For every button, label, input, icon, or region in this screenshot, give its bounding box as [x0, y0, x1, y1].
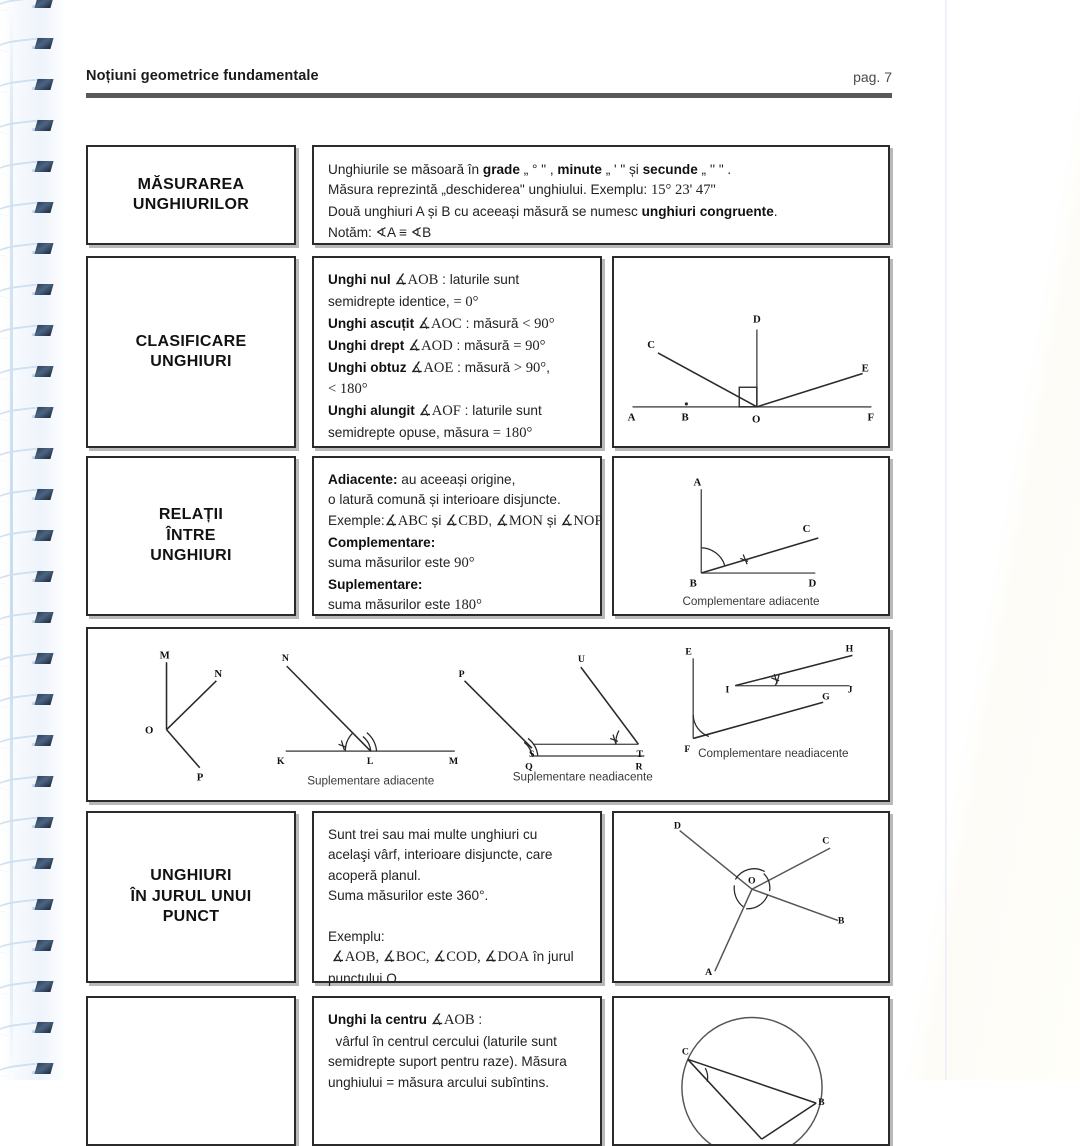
binding-coil — [0, 119, 58, 133]
diagram-caption: Complementare adiacente — [682, 595, 820, 609]
diagram-complementare-adiacente — [612, 456, 890, 616]
binding-coil — [0, 406, 58, 420]
label-F: F — [867, 411, 875, 424]
spiral-binding — [0, 0, 66, 1080]
text-line: Suma măsurilor este 360°. — [328, 888, 489, 904]
label-O: O — [751, 413, 761, 426]
section-label-text: CLASIFICARE UNGHIURI — [135, 332, 247, 370]
text-line: semidrepte identice, = 0° — [328, 293, 479, 310]
binding-coil — [0, 857, 58, 871]
diagram-band — [86, 627, 890, 802]
text-line: unghiului = măsura arcului subîntins. — [328, 1074, 550, 1090]
label-D: D — [808, 577, 817, 590]
text-line: suma măsurilor este 90° — [328, 555, 475, 572]
text-line: semidrepte suport pentru raze). Măsura — [328, 1054, 567, 1070]
binding-coil — [0, 1062, 58, 1076]
binding-coil — [0, 37, 58, 51]
text-line: Unghi drept ∡AOD : măsură = 90° — [328, 337, 546, 354]
text-line: < 180° — [328, 381, 368, 398]
text-line: Unghi la centru ∡AOB : — [328, 1012, 483, 1028]
label-C: C — [802, 523, 811, 536]
label-D: D — [673, 820, 681, 832]
label-R: R — [635, 761, 643, 773]
text-line — [328, 907, 586, 927]
binding-coil — [0, 898, 58, 912]
label-A: A — [627, 411, 636, 424]
binding-coil — [0, 447, 58, 461]
text-line: Unghiurile se măsoară în grade „ ° " , minute „ ' " și secunde „ '' " . — [328, 162, 732, 177]
text-line: punctului O — [328, 971, 397, 987]
label-D: D — [752, 313, 761, 326]
label-O: O — [145, 724, 154, 737]
binding-coil — [0, 734, 58, 748]
section-label-masurarea — [86, 145, 296, 245]
label-A: A — [705, 967, 713, 979]
text-lines-relatii — [328, 470, 603, 617]
text-line: Notăm: ∢A ≡ ∢B — [328, 224, 432, 240]
text-line: Două unghiuri A și B cu aceeași măsură se numesc unghiuri congruente. — [328, 204, 778, 220]
binding-coil — [0, 160, 58, 174]
text-line: vârful în centrul cercului (laturile sunt — [328, 1033, 557, 1049]
section-label-relatii — [86, 456, 296, 616]
text-line: ∡AOB, ∡BOC, ∡COD, ∡DOA în jurul — [328, 949, 574, 966]
text-lines-unghiuri-punct — [328, 825, 586, 990]
binding-coil — [0, 652, 58, 666]
label-O: O — [748, 875, 756, 887]
label-C: C — [822, 835, 830, 847]
section-label-text: RELAȚII ÎNTRE UNGHIURI — [150, 506, 232, 565]
label-N: N — [214, 667, 223, 680]
text-line: Exemplu: — [328, 928, 385, 944]
label-U: U — [577, 654, 585, 666]
section-text-clasificare — [312, 256, 602, 448]
page-number-label: pag. 7 — [853, 69, 892, 85]
label-B: B — [681, 411, 689, 424]
text-line: Unghi nul ∡AOB : laturile sunt — [328, 272, 520, 288]
text-line: Unghi ascuțit ∡AOC : măsură < 90° — [328, 315, 555, 332]
label-B: B — [837, 915, 845, 927]
section-text-relatii — [312, 456, 602, 616]
page-title: Noțiuni geometrice fundamentale — [86, 68, 319, 84]
text-line: Adiacente: au aceeași origine, — [328, 472, 516, 487]
label-H: H — [845, 643, 854, 655]
diagram-unghi-centru — [612, 996, 890, 1146]
label-P: P — [458, 668, 465, 680]
label-I: I — [725, 684, 730, 696]
label-B: B — [818, 1097, 825, 1109]
diagram-unghiuri-punct — [612, 811, 890, 983]
binding-coil — [0, 980, 58, 994]
binding-coil — [0, 1021, 58, 1035]
binding-coil — [0, 611, 58, 625]
band-caption-2: Suplementare neadiacente — [512, 770, 653, 784]
binding-coil — [0, 0, 58, 10]
text-line: Unghi alungit ∡AOF : laturile sunt — [328, 403, 542, 420]
section-text-unghi-centru — [312, 996, 602, 1146]
unghi-centru-svg — [614, 998, 888, 1144]
complementare-adiacente-svg — [614, 458, 888, 614]
binding-coil — [0, 324, 58, 338]
label-E: E — [861, 362, 869, 375]
label-P: P — [196, 771, 204, 784]
diagram-clasificare — [612, 256, 890, 448]
section-label-unghiuri-punct — [86, 811, 296, 983]
section-text-masurarea — [312, 145, 890, 245]
label-B: B — [689, 577, 697, 590]
label-Q: Q — [525, 761, 533, 773]
label-K: K — [276, 755, 285, 767]
section-text-unghiuri-punct — [312, 811, 602, 987]
label-E: E — [685, 646, 692, 658]
label-N: N — [281, 653, 289, 665]
binding-coil — [0, 242, 58, 256]
text-line: suma măsurilor este 180° — [328, 597, 482, 614]
binding-coil — [0, 570, 58, 584]
binding-coil — [0, 488, 58, 502]
binding-coil — [0, 78, 58, 92]
binding-coil — [0, 283, 58, 297]
binding-coil — [0, 816, 58, 830]
text-line: Complementare: — [328, 534, 436, 550]
page-header — [86, 68, 892, 102]
text-line: semidrepte opuse, măsura = 180° — [328, 425, 533, 442]
text-line: acelaşi vârf, interioare disjuncte, care — [328, 847, 553, 863]
page-right-edge — [945, 0, 947, 1080]
diagram-band-svg — [88, 629, 888, 800]
binding-coil — [0, 529, 58, 543]
clasificare-svg — [614, 258, 888, 446]
text-line: acoperă planul. — [328, 867, 421, 883]
text-line: Unghi obtuz ∡AOE : măsură > 90°, — [328, 359, 550, 376]
label-F: F — [684, 744, 691, 756]
label-J: J — [847, 684, 853, 696]
text-line: Măsura reprezintă „deschiderea" unghiului. Exemplu: 15° 23' 47'' — [328, 182, 716, 199]
label-T: T — [636, 749, 644, 761]
text-lines-masurarea — [328, 160, 874, 243]
text-line: Sunt trei sau mai multe unghiuri cu — [328, 827, 538, 842]
label-M: M — [448, 755, 459, 767]
binding-coil — [0, 775, 58, 789]
binding-coil — [0, 201, 58, 215]
label-S: S — [529, 749, 535, 761]
band-caption-3: Complementare neadiacente — [698, 747, 849, 761]
text-lines-clasificare — [328, 270, 586, 445]
binding-coil — [0, 365, 58, 379]
label-L: L — [366, 755, 374, 767]
band-caption-1: Suplementare adiacente — [307, 774, 435, 788]
label-C: C — [681, 1046, 689, 1058]
section-label-clasificare — [86, 256, 296, 448]
binding-coil — [0, 693, 58, 707]
text-lines-unghi-centru — [328, 1010, 586, 1093]
label-A: A — [693, 476, 702, 489]
section-label-unghi-centru — [86, 996, 296, 1146]
binding-coil — [0, 939, 58, 953]
unghiuri-punct-svg — [614, 813, 888, 981]
header-rule — [86, 93, 892, 98]
section-label-text: UNGHIURI ÎN JURUL UNUI PUNCT — [130, 867, 252, 926]
label-M: M — [159, 649, 170, 662]
text-line: Exemple:∡ABC și ∡CBD, ∡MON și ∡NOP — [328, 512, 603, 529]
text-line: o latură comună și interioare disjuncte. — [328, 492, 561, 508]
label-G: G — [822, 691, 830, 703]
label-C: C — [647, 339, 655, 352]
text-line: Suplementare: — [328, 576, 423, 592]
section-label-text: MĂSURAREA UNGHIURILOR — [132, 175, 250, 213]
